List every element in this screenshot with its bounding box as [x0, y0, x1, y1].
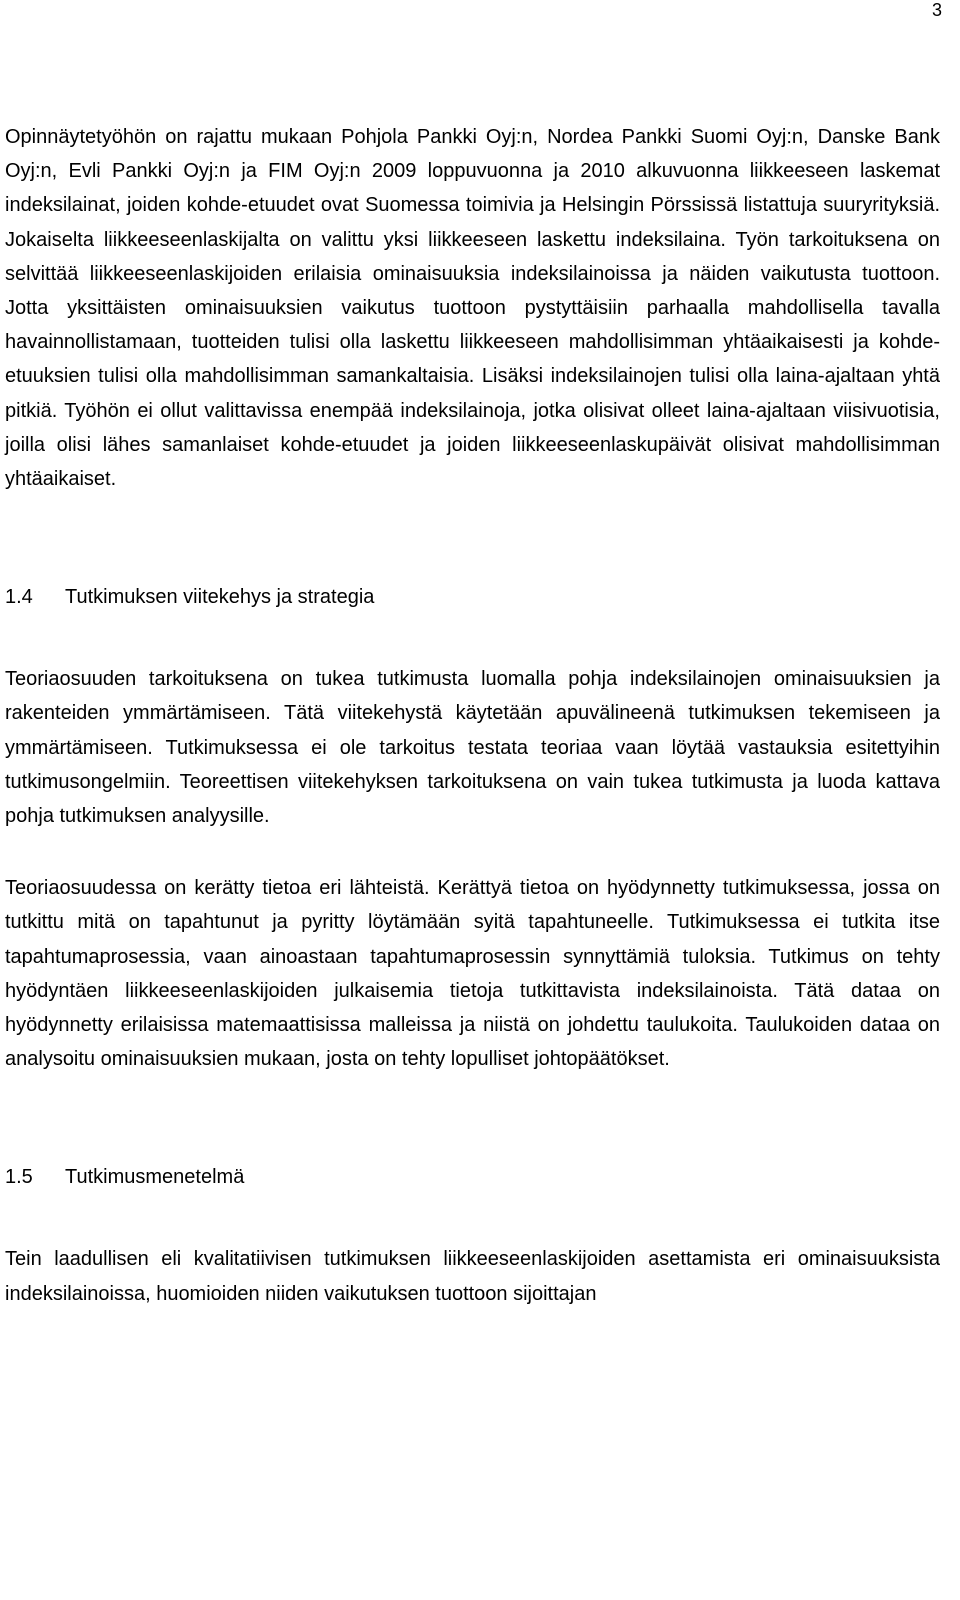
paragraph-scope: Opinnäytetyöhön on rajattu mukaan Pohjola Pankki Oyj:n, Nordea Pankki Suomi Oyj:n, Danske Bank Oyj:n, Evli Pankki Oyj:n ja FIM Oyj:n 2009 loppuvuonna ja 2010 alkuvuonna liikkeeseen laskemat indeksilainat, joiden kohde-etuudet ovat Suomessa toimivia ja Helsingin Pörssissä listattuja suuryrityksiä. Jokaiselta liikkeeseenlaskijalta on valittu yksi liikkeeseen laskettu indeksilaina. Työn tarkoituksena on selvittää liikkeeseenlaskijoiden erilaisia ominaisuuksia indeksilainoissa ja näiden vaikutusta tuottoon. Jotta yksittäisten ominaisuuksien vaikutus tuottoon pystyttäisiin parhaalla mahdollisella tavalla havainnollistamaan, tuotteiden tulisi olla laskettu liikkeeseen mahdollisimman yhtäaikaisesti ja kohde-etuuksien tulisi olla mahdollisimman samankaltaisia. Lisäksi indeksilainojen tulisi olla laina-ajaltaan yhtä pitkiä. Työhön ei ollut valittavissa enempää indeksilainoja, jotka olisivat olleet laina-ajaltaan viisivuotisia, joilla olisi lähes samanlaiset kohde-etuudet ja joiden liikkeeseenlaskupäivät olisivat mahdollisimman yhtäaikaiset. [5, 126, 940, 491]
section-heading-1-4 [5, 580, 940, 614]
page-number: 3 [931, 0, 942, 20]
document-body [5, 120, 940, 1311]
paragraph-framework: Teoriaosuuden tarkoituksena on tukea tutkimusta luomalla pohja indeksilainojen ominaisuuksien ja rakenteiden ymmärtämiseen. Tätä viitekehystä käytetään apuvälineenä tutkimuksen tekemiseen ja ymmärtämiseen. Tutkimuksessa ei ole tarkoitus testata teoriaa vaan löytää vastauksia esitettyihin tutkimusongelmiin. Teoreettisen viitekehyksen tarkoituksena on vain tukea tutkimusta ja luoda kattava pohja tutkimuksen analyysille. [5, 668, 940, 828]
section-number: 1.5 [5, 1166, 33, 1189]
paragraph-method: Tein laadullisen eli kvalitatiivisen tutkimuksen liikkeeseenlaskijoiden asettamista eri ominaisuuksista indeksilainoissa, huomioiden niiden vaikutuksen tuottoon sijoittajan [5, 1248, 940, 1305]
section-title: Tutkimuksen viitekehys ja strategia [65, 586, 375, 609]
section-heading-1-5 [5, 1160, 940, 1194]
section-title: Tutkimusmenetelmä [65, 1166, 245, 1189]
section-number: 1.4 [5, 586, 33, 609]
paragraph-theory-sources: Teoriaosuudessa on kerätty tietoa eri lähteistä. Kerättyä tietoa on hyödynnetty tutkimuksessa, jossa on tutkittu mitä on tapahtunut ja pyritty löytämään syitä tapahtuneelle. Tutkimuksessa ei tutkita itse tapahtumaprosessia, vaan ainoastaan tapahtumaprosessin synnyttämiä tuloksia. Tutkimus on tehty hyödyntäen liikkeeseenlaskijoiden julkaisemia tietoja tutkittavista indeksilainoista. Tätä dataa on hyödynnetty erilaisissa matemaattisissa malleissa ja niistä on johdettu taulukoita. Taulukoiden dataa on analysoitu ominaisuuksien mukaan, josta on tehty lopulliset johtopäätökset. [5, 877, 940, 1071]
